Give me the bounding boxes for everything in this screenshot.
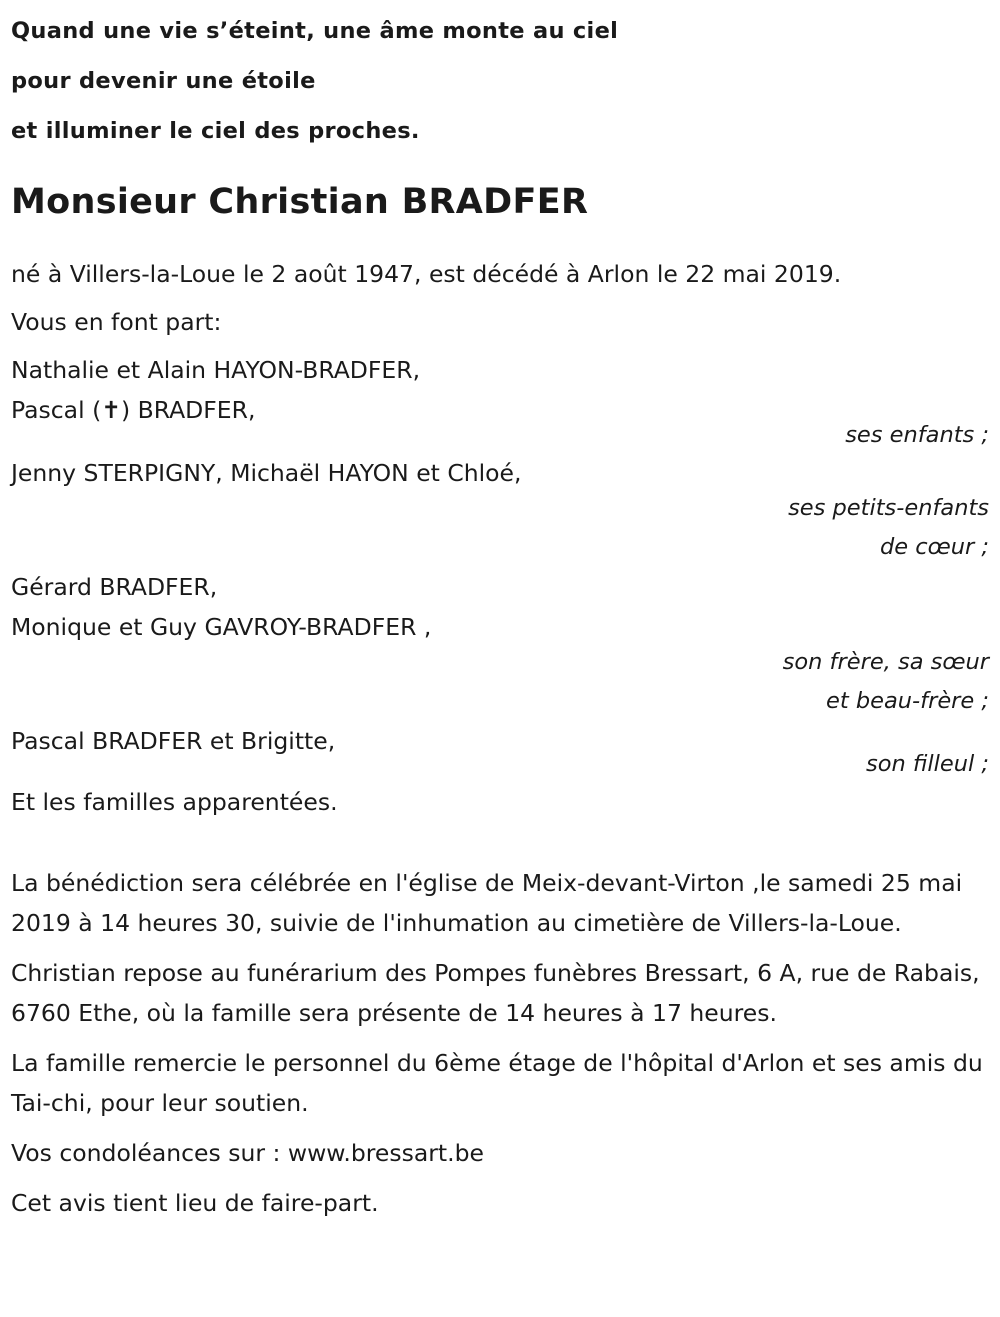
children-group bbox=[11, 350, 991, 455]
obituary-notice bbox=[11, 0, 991, 1223]
poem-line-3: et illuminer le ciel des proches. bbox=[11, 118, 420, 144]
announce-text: Vous en font part: bbox=[11, 308, 222, 336]
thanks-paragraph: La famille remercie le personnel du 6ème étage de l'hôpital d'Arlon et ses amis du Tai-chi, pour leur soutien. bbox=[11, 1049, 983, 1117]
grandchildren-member-1: Jenny STERPIGNY, Michaël HAYON et Chloé, bbox=[11, 459, 522, 487]
siblings-group bbox=[11, 567, 991, 721]
grandchildren-relation-line-1: ses petits-enfants bbox=[788, 495, 989, 521]
families-text: Et les familles apparentées. bbox=[11, 788, 338, 816]
godson-group bbox=[11, 721, 991, 784]
children-member-1: Nathalie et Alain HAYON-BRADFER, bbox=[11, 356, 421, 384]
poem-line-1: Quand une vie s’éteint, une âme monte au ciel bbox=[11, 18, 619, 44]
poem-line-2: pour devenir une étoile bbox=[11, 68, 316, 94]
siblings-member-1: Gérard BRADFER, bbox=[11, 573, 218, 601]
birth-death-statement: né à Villers-la-Loue le 2 août 1947, est décédé à Arlon le 22 mai 2019. bbox=[11, 260, 842, 288]
notice-text: Cet avis tient lieu de faire-part. bbox=[11, 1189, 379, 1217]
poem bbox=[11, 0, 991, 156]
siblings-member-2: Monique et Guy GAVROY-BRADFER , bbox=[11, 613, 432, 641]
funeral-home-paragraph: Christian repose au funérarium des Pompes funèbres Bressart, 6 A, rue de Rabais, 6760 Ethe, où la famille sera présente de 14 heures à 17 heures. bbox=[11, 959, 980, 1027]
siblings-relation-line-2: et beau-frère ; bbox=[826, 688, 989, 714]
godson-member-1: Pascal BRADFER et Brigitte, bbox=[11, 727, 336, 755]
children-relation: ses enfants ; bbox=[845, 422, 989, 448]
condolences-text: Vos condoléances sur : www.bressart.be bbox=[11, 1139, 484, 1167]
grandchildren-group bbox=[11, 453, 991, 567]
cross-icon: ✝ bbox=[101, 396, 121, 424]
godson-relation: son filleul ; bbox=[865, 751, 989, 777]
children-member-2-prefix: Pascal ( bbox=[11, 396, 102, 424]
siblings-relation-line-1: son frère, sa sœur bbox=[782, 649, 989, 675]
children-member-2-suffix: ) BRADFER, bbox=[120, 396, 256, 424]
deceased-name: Monsieur Christian BRADFER bbox=[11, 182, 589, 222]
grandchildren-relation-line-2: de cœur ; bbox=[879, 534, 989, 560]
ceremony-paragraph: La bénédiction sera célébrée en l'église de Meix-devant-Virton ,le samedi 25 mai 2019 à 14 heures 30, suivie de l'inhumation au cimetière de Villers-la-Loue. bbox=[11, 869, 963, 937]
